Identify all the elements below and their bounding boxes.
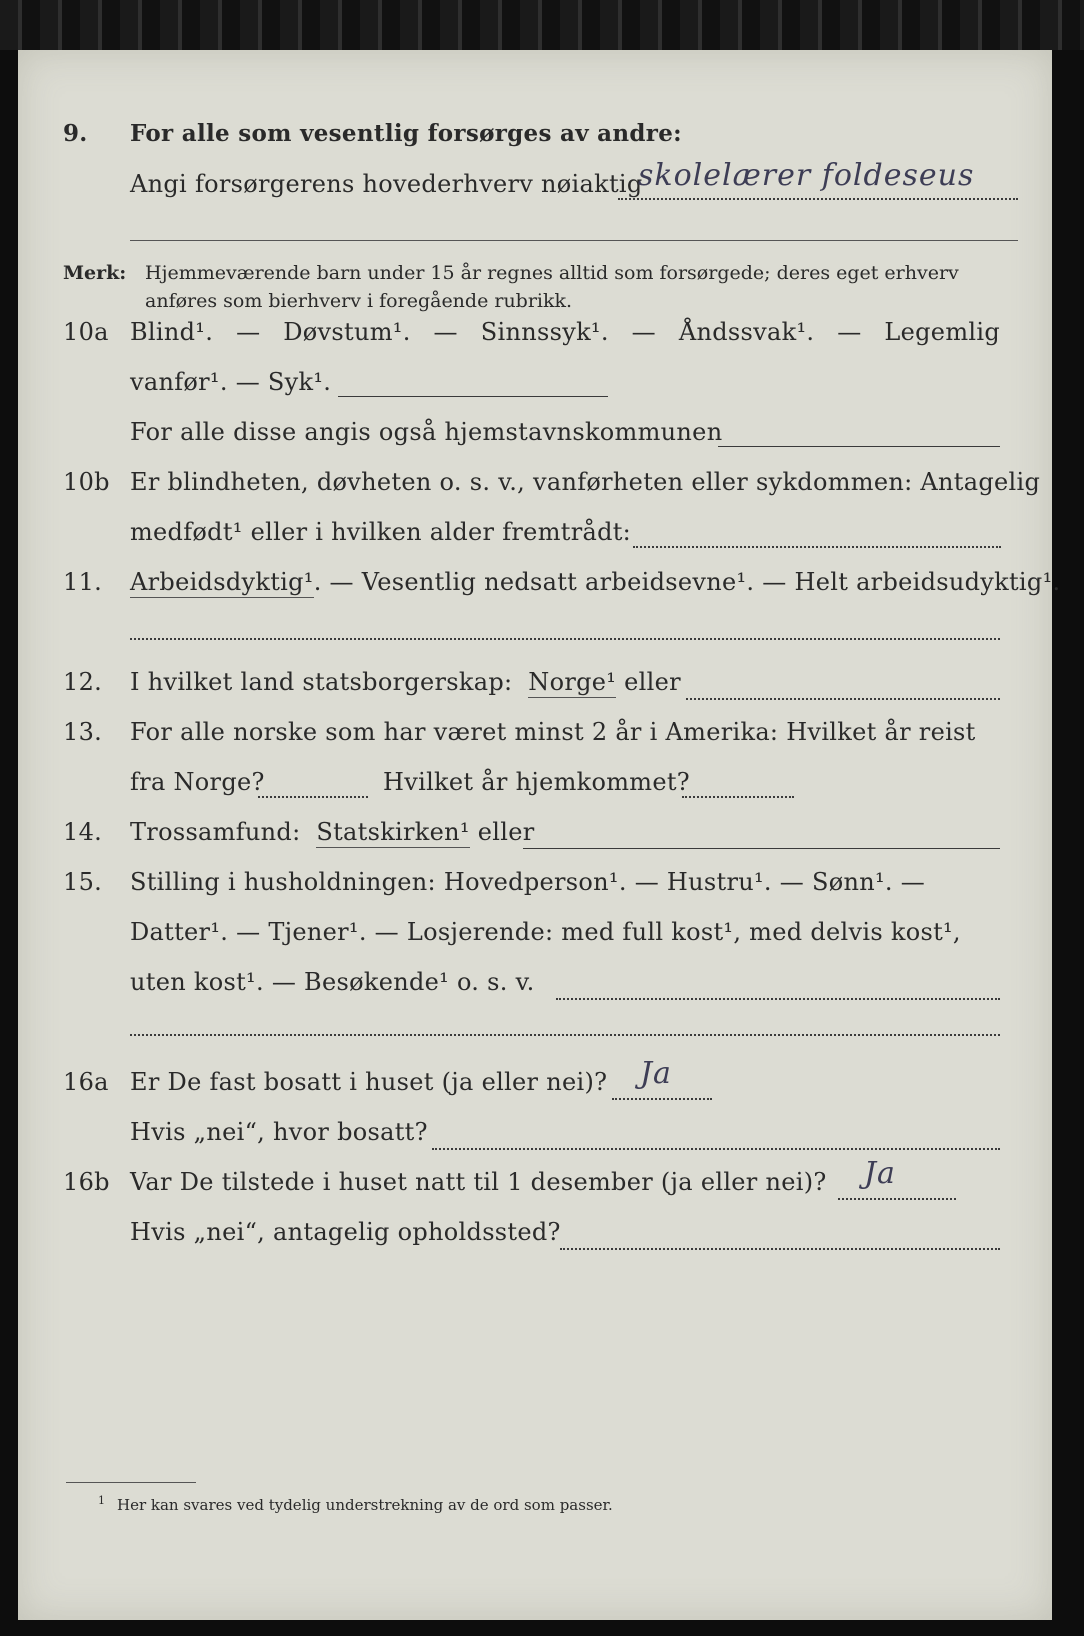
q16b-line-2: Hvis „nei“, antagelig opholdssted?	[130, 1218, 561, 1246]
q10a-option: Sinnssyk¹.	[480, 318, 609, 346]
q13-hjemkommet-line	[682, 796, 794, 798]
q9-handwritten-answer: skolelærer foldeseus	[638, 158, 975, 193]
q14-suffix: eller	[477, 818, 535, 846]
q13-line-1: For alle norske som har været minst 2 år i Amerika: Hvilket år reist	[130, 718, 976, 746]
q10b-row-1	[18, 468, 1052, 502]
q16a-row-1	[18, 1056, 1052, 1102]
q16b-handwritten-answer: Ja	[864, 1156, 896, 1191]
q10b-number: 10b	[63, 468, 110, 496]
q13-row-2	[18, 768, 1052, 802]
q12-text	[130, 668, 681, 696]
q10a-dash: —	[433, 318, 458, 346]
q10a-number: 10a	[63, 318, 109, 346]
q9-row-1	[18, 120, 1052, 154]
q10b-answer-line	[633, 546, 1001, 548]
q9-label: Angi forsørgerens hovederhverv nøiaktig	[130, 170, 643, 198]
q15-extra-line	[130, 1034, 1000, 1036]
q16a-bosatt-line	[432, 1148, 1000, 1150]
q10a-options	[130, 318, 1000, 346]
q15-answer-line	[556, 998, 1000, 1000]
q9-number: 9.	[63, 120, 88, 147]
q14-answer-line	[523, 848, 1000, 849]
q10a-option: Blind¹.	[130, 318, 214, 346]
q16a-answer-line	[612, 1098, 712, 1100]
q12-underlined-answer: Norge¹	[528, 668, 617, 696]
q11-text	[130, 568, 1060, 596]
q15-row-1	[18, 868, 1052, 902]
q13-hjemkommet-label: Hvilket år hjemkommet?	[383, 768, 690, 796]
q11-rest: . — Vesentlig nedsatt arbeidsevne¹. — Helt arbeidsudyktig¹.	[313, 568, 1061, 596]
q9-heading: For alle som vesentlig forsørges av andre:	[130, 120, 682, 147]
q13-reist-label: fra Norge?	[130, 768, 265, 796]
q14-text	[130, 818, 535, 846]
merk-line-1: Hjemmeværende barn under 15 år regnes alltid som forsørgede; deres eget erhverv	[145, 262, 959, 284]
q12-answer-line	[686, 698, 1000, 700]
q10a-row-3	[18, 418, 1052, 452]
q10a-option: Døvstum¹.	[283, 318, 411, 346]
q15-number: 15.	[63, 868, 103, 896]
q16b-answer-line	[838, 1198, 956, 1200]
q16b-number: 16b	[63, 1168, 110, 1196]
q16a-row-2	[18, 1118, 1052, 1152]
q11-extra-line	[130, 638, 1000, 640]
merk-label: Merk:	[63, 262, 127, 284]
q10a-option: Åndssvak¹.	[678, 318, 815, 346]
q16b-row-1	[18, 1156, 1052, 1202]
footnote-rule	[66, 1482, 196, 1483]
q10b-row-2	[18, 518, 1052, 552]
divider-rule	[130, 240, 1018, 241]
q10a-syk-line	[338, 396, 608, 397]
q10a-line-3: For alle disse angis også hjemstavnskommunen	[130, 418, 723, 446]
q16b-line-1: Var De tilstede i huset natt til 1 desember (ja eller nei)?	[130, 1168, 827, 1196]
q12-row	[18, 668, 1052, 702]
q10a-dash: —	[837, 318, 862, 346]
q14-row	[18, 818, 1052, 852]
q16b-opholdssted-line	[560, 1248, 1000, 1250]
scan-top-border	[0, 0, 1084, 50]
q12-prefix: I hvilket land statsborgerskap:	[130, 668, 513, 696]
census-form-page	[18, 50, 1061, 1620]
q9-answer-line	[618, 198, 1018, 200]
q10a-line-2: vanfør¹. — Syk¹.	[130, 368, 332, 396]
footnote-text: Her kan svares ved tydelig understrekning av de ord som passer.	[117, 1496, 613, 1514]
q13-reist-line	[258, 796, 368, 798]
footnote	[98, 1494, 613, 1514]
q12-suffix: eller	[624, 668, 681, 696]
q15-row-2	[18, 918, 1052, 952]
q15-line-3: uten kost¹. — Besøkende¹ o. s. v.	[130, 968, 535, 996]
q13-row-1	[18, 718, 1052, 752]
q14-prefix: Trossamfund:	[130, 818, 301, 846]
q15-line-2: Datter¹. — Tjener¹. — Losjerende: med full kost¹, med delvis kost¹,	[130, 918, 961, 946]
q10a-kommune-line	[718, 446, 1000, 447]
q10a-dash: —	[631, 318, 656, 346]
q15-line-1: Stilling i husholdningen: Hovedperson¹. — Hustru¹. — Sønn¹. —	[130, 868, 926, 896]
footnote-mark: 1	[98, 1494, 105, 1507]
q11-underlined-answer: Arbeidsdyktig¹	[130, 568, 314, 596]
q11-row	[18, 568, 1061, 602]
q14-underlined-answer: Statskirken¹	[316, 818, 470, 846]
q15-row-3	[18, 968, 1052, 1002]
q16a-line-2: Hvis „nei“, hvor bosatt?	[130, 1118, 428, 1146]
merk-line-2: anføres som bierhverv i foregående rubrikk.	[145, 290, 573, 312]
q12-number: 12.	[63, 668, 103, 696]
q10a-row-2	[18, 368, 1052, 402]
q10a-row-1	[18, 318, 1052, 352]
q10b-line-1: Er blindheten, døvheten o. s. v., vanførheten eller sykdommen: Antagelig	[130, 468, 1041, 496]
q13-number: 13.	[63, 718, 103, 746]
q16a-line-1: Er De fast bosatt i huset (ja eller nei)?	[130, 1068, 608, 1096]
q9-row-2	[18, 158, 1052, 204]
q11-number: 11.	[63, 568, 103, 596]
q10b-line-2: medfødt¹ eller i hvilken alder fremtrådt:	[130, 518, 632, 546]
q10a-dash: —	[236, 318, 261, 346]
q10a-option: Legemlig	[884, 318, 1000, 346]
q16b-row-2	[18, 1218, 1052, 1252]
q16a-handwritten-answer: Ja	[640, 1056, 672, 1091]
q14-number: 14.	[63, 818, 103, 846]
q16a-number: 16a	[63, 1068, 109, 1096]
